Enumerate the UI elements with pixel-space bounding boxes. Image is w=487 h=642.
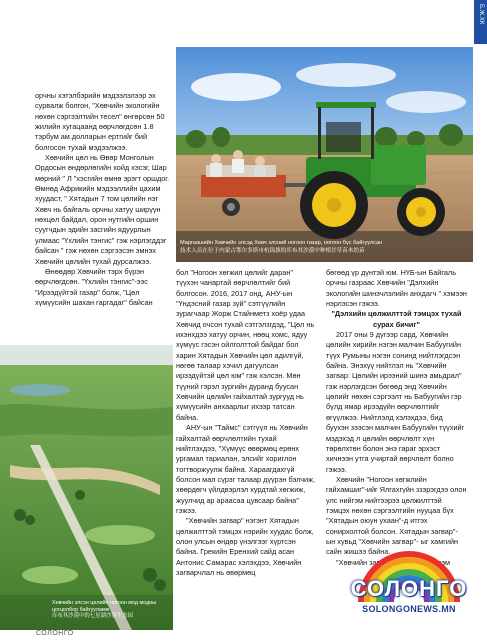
oasis-illustration — [0, 345, 173, 630]
tractor-illustration — [176, 47, 473, 262]
paragraph: бол "Ногоон хөгжил цөлийг даран" түүхэн чанартай өөрчлөлтийг бий болгосон. 2016, 2017 онд, АНУ-ын "Үндэсний газар зүй" сэтгүүлийн зурагчаар Жорж Стайнметз хоёр удаа Хөвчид очсон тухай сэтгэлзгдэд, "Цөл нь ихэнхдээ хатуу орчин, нөөц хомс, ядуу хүмүүс гэсэн ойлголттой байдаг бол харин Хятадын Хөвчийн цөл адилгүй, нөгөө талаар хэчил дагуулсан ирээдүйтэй цөл юм" гэж хэлсэн. Мөн түүний гэрэл зургийн дуранд буусан Хөвчийн цөлийн гайхалтай зургууд нь хүмүүсийн анхаарлыг ихээр татсан байна. — [176, 268, 315, 422]
caption-mongolian: Хөвчийн элсэн цөлийн ногоон мод модны цогцолбор байгууламж — [52, 600, 157, 613]
section-tab — [474, 0, 487, 44]
caption-chinese: 技术人员在位于内蒙古鄂尔多斯市杭锦旗的库布其沙漠中种植甘草苗木幼苗 — [180, 248, 365, 254]
partial-text: цөлжилттэй тэм — [395, 557, 450, 567]
tractor-photo — [176, 47, 473, 262]
solongo-logo[interactable] — [343, 540, 475, 640]
paragraph: Хөвчийн "Ногоон хөгжлийн гайхамшиг"-ийг Ялгахгүйн ззэрэгдээ олон улс нийгэм нийтээрээ цөлжилттэй тэмцэх нөхөн сэргээлтийн нууцаа бүх "Хятадын оюун ухаан"-д итгэх сонирхолтой болсон. Хятадын загвар"-ын хувьд "Хөвчийн загвар"- ыг хамгийн сайн жишээ байна. — [326, 474, 467, 557]
paragraph: бөгөөд үр дүнтэй юм. НҮБ-ын Байгаль орчны газраас Хөвчийн "Дэлхийн экологийн шинэчлэлийн анхдагч " хэмээн нэрлэсэн гэжээ. — [326, 268, 467, 309]
caption-chinese: 库布其沙漠中的七星湖沙漠生态园 — [52, 613, 133, 620]
paragraph: "Хөвчийн загвар" нэгэнт Хятадын цөлжилттэй тэмцэх нэрийн хуудас болж, олон улсын өндөр үнэлгээг хүртсэн байна. Грекийн Еренхий сайд асан Антонис Самарас хэлэхдээ, Хөвчийн загварчлал нь өвөрмөц — [176, 516, 314, 577]
paragraph: орчны хэтэлбэрийн мэдээлэлээр эх сурвалж болгон, "Хөвчийн экологийн нөхөн сэргээлтийн тесел" өнгөрсөн 50 жилийн хугацаанд өөрчлөгдсөн 1.8 тэрбум ам.долларын ертгийг бий болгосон тухай мэдээлжээ. — [35, 91, 165, 152]
top-margin — [0, 0, 175, 96]
paragraph: АНУ-ын "Таймс" сэтгүүл нь Хөвчийн гайхалтай өөрчлөлтийн тухай нийтлэхдээ, "Хүмүүс өвөрмөц ерөнх ургамал тариалан, элсийг хориглон тогтворжуулж байна. Хараагдахгүй болсон мал сүрэг талаар дүүрэн бэлчиж, хөөрдөгч үйлдвэрлэл хурдтай хөгжиж, жуулчид ар араасаа цувсаар байна" гэжээ. — [176, 423, 316, 515]
paragraph: Хөвчийн цөл нь Өвөр Монголын Ордосын өндөрлөгийн хойд хэсэг, Шар мөрний " Л "хэсгийн өмнө эрэгт оршдог. Өмнөд Африкийн мэдээллийн цахим хуудаст, " Хятадын 7 том цөлийн нэг Хөвч нь байгаль орчны хатуу ширүүн нөхцөл байдал, орон нутгийн оршин суугчдын эдийн засгийн ядуурлын улмаас "Үхлийн тэнгис" гэж нэрлэгддэг байсан " гэж нөхөн сэргээсэн эмнэх Хөвчийн цөлийн тухай дурсалжээ. — [35, 153, 170, 266]
paragraph: 2017 оны 9 дүгээр сард, Хөвчийн цөлийн хирийн нэгэн малчин Бабуугийн түүх Румыны нэгэн сонинд нийтлэгдсэн байна. Энэхүү нийтлэл нь "Хөвчийн загвар: Цөлийн ирээний шинэ амьдрал" гэж нэрлэгдсэн бөгөөд энд Хөвчийн цөлийг нөхөн сэргээлт нь Бабуугийн гэр бүлд ямар ирээдүйн өөрчлөлтийг өгүүлжээ. Нийтлэлд хэлэхдээ, бид буухэн зээсэн малчин Бабуугийн түүхийг мэдэхэд л цөлийн өөрчлөлт хүн төрөлхтөн болон энэ гараг эрхэст хичнээн утга учиртай өөрчлөлт болно гэжээ. — [326, 330, 465, 474]
column-middle — [176, 268, 316, 578]
logo-url: SOLONGONEWS.MN — [362, 604, 456, 614]
paragraph: Өнөөдөр Хөвчийн тэрх бүрэн өөрчлөгдсөн. "Үхлийн тэнгис"-ээс "Ирээдүйтэй газар" болж, "Цөл хүмүүсийн шахан гаргадаг" байсан — [35, 266, 153, 307]
oasis-photo-caption — [52, 600, 170, 620]
oasis-photo — [0, 345, 173, 630]
column-left — [35, 91, 173, 308]
section-subheading: "Дэлхийн цөлжилттэй тэмцэх тухай сурах бичиг" — [331, 309, 462, 329]
column-right — [326, 268, 467, 568]
caption-mongolian: Маргаашийн Хөвчийн элсэд Хөвч элсний ногоон газар, ногоон бүс байгуулсан — [180, 240, 383, 246]
footer-magazine-name: СОЛОНГО — [36, 630, 74, 637]
logo-wordmark: СОЛОНГО — [350, 576, 468, 601]
partial-text: "Хөвчийн загвар" — [336, 557, 394, 567]
section-tab-label: Б.Ж.ХК — [478, 4, 484, 25]
tractor-photo-caption — [176, 231, 473, 262]
